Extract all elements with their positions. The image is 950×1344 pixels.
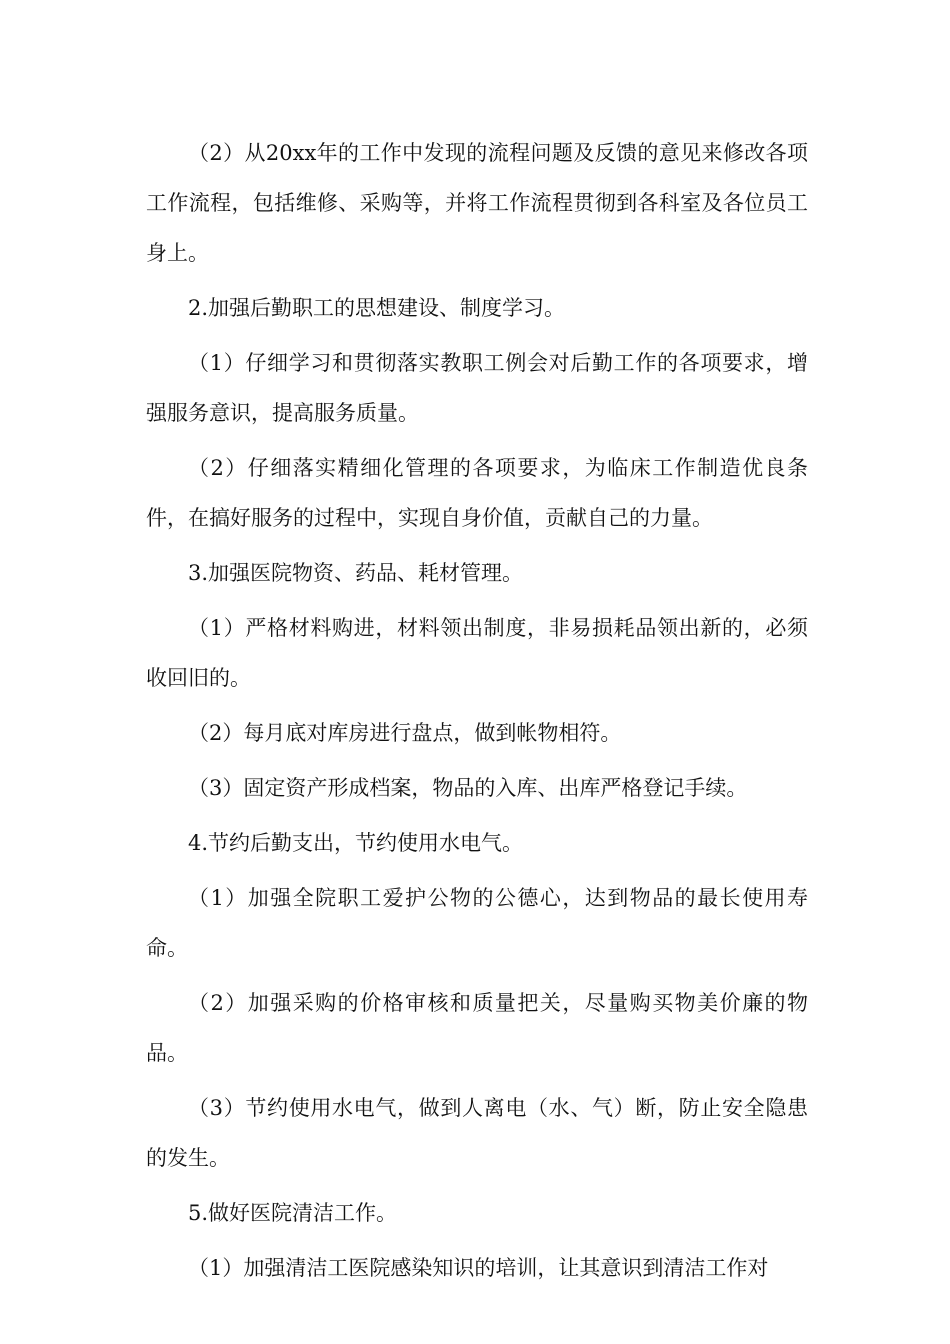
paragraph-1: （2）从20xx年的工作中发现的流程问题及反馈的意见来修改各项工作流程，包括维修、采购等，并将工作流程贯彻到各科室及各位员工身上。 xyxy=(146,141,808,265)
paragraph-4-3: （3）节约使用水电气，做到人离电（水、气）断，防止安全隐患的发生。 xyxy=(146,1096,808,1170)
paragraph-3-1: （1）严格材料购进，材料领出制度，非易损耗品领出新的，必须收回旧的。 xyxy=(146,616,808,690)
heading-item-4: 4.节约后勤支出，节约使用水电气。 xyxy=(188,831,524,855)
paragraph-2-1: （1）仔细学习和贯彻落实教职工例会对后勤工作的各项要求，增强服务意识，提高服务质量。 xyxy=(146,351,808,425)
paragraph-5-1: （1）加强清洁工医院感染知识的培训，让其意识到清洁工作对 xyxy=(188,1256,769,1280)
paragraph-4-1: （1）加强全院职工爱护公物的公德心，达到物品的最长使用寿命。 xyxy=(146,886,808,960)
paragraph-2-2: （2）仔细落实精细化管理的各项要求，为临床工作制造优良条件，在搞好服务的过程中，实现自身价值，贡献自己的力量。 xyxy=(146,456,808,530)
heading-item-3: 3.加强医院物资、药品、耗材管理。 xyxy=(188,561,524,585)
heading-item-5: 5.做好医院清洁工作。 xyxy=(188,1201,398,1225)
heading-item-2: 2.加强后勤职工的思想建设、制度学习。 xyxy=(188,296,566,320)
paragraph-4-2: （2）加强采购的价格审核和质量把关，尽量购买物美价廉的物品。 xyxy=(146,991,808,1065)
document-page xyxy=(146,128,808,1298)
paragraph-3-3: （3）固定资产形成档案，物品的入库、出库严格登记手续。 xyxy=(188,776,748,800)
paragraph-3-2: （2）每月底对库房进行盘点，做到帐物相符。 xyxy=(188,721,622,745)
